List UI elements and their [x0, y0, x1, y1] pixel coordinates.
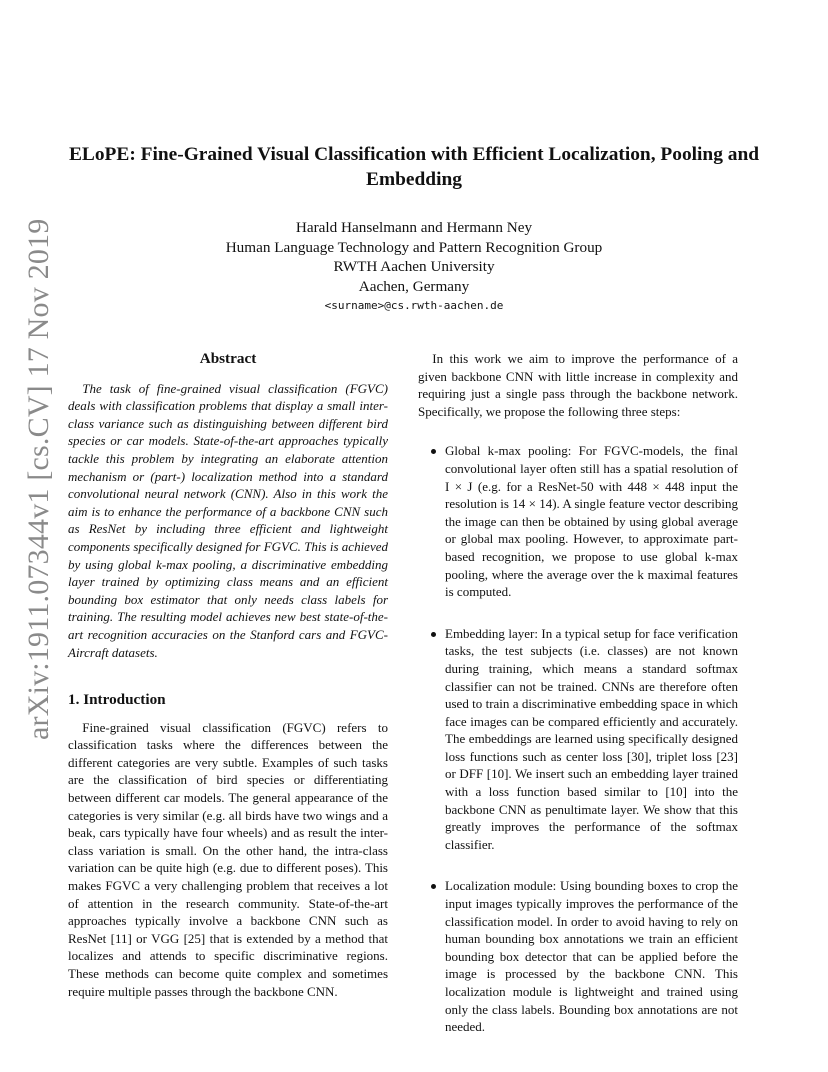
author-names: Harald Hanselmann and Hermann Ney [295, 219, 533, 236]
right-column [418, 350, 738, 1060]
contributions-list [418, 442, 738, 1035]
contributions-intro-paragraph: In this work we aim to improve the performance of a given backbone CNN with little increase in complexity and requiring just a single pass through the backbone network. Specifically, we propose the following three steps: [418, 351, 738, 419]
author-location: Aachen, Germany [358, 277, 470, 295]
contribution-item-localization-module [418, 877, 738, 1035]
contribution-text: Localization module: Using bounding boxes to crop the input images typically improves the performance of the classification model. In order to avoid having to rely on human bounding box annotations we train an efficient bounding box detector that can be applied before the image is processed by the backbone CNN. This localization module is lightweight and trained using only the class labels. Bounding box annotations are not needed. [445, 878, 738, 1035]
paper-title: ELoPE: Fine-Grained Visual Classification with Efficient Localization, Pooling and Embedding [69, 144, 760, 190]
bullet-icon [431, 884, 436, 889]
author-affiliation: Human Language Technology and Pattern Recognition Group [225, 238, 603, 256]
introduction-heading: 1. Introduction [68, 691, 166, 709]
author-university: RWTH Aachen University [333, 258, 495, 275]
author-email: <surname>@cs.rwth-aachen.de [324, 299, 504, 312]
author-block [0, 218, 828, 316]
bullet-icon [431, 632, 436, 637]
contribution-text: Global k-max pooling: For FGVC-models, the final convolutional layer often still has a spatial resolution of I × J (e.g. for a ResNet-50 with 448 × 448 input the resolution is 14 × 14). A single feature vector describing the image can then be obtained by using global average or global max pooling. However, to approximate part-based recognition, we propose to use global k-max pooling, where the average over the k maximal features is computed. [445, 443, 738, 600]
arxiv-identifier-text: arXiv:1911.07344v1 [cs.CV] 17 Nov 2019 [22, 218, 55, 740]
abstract-heading: Abstract [199, 350, 257, 367]
contribution-text: Embedding layer: In a typical setup for face verification tasks, the test subjects (i.e. classes) are not known during training, which means a standard softmax classifier can not be trained. CNNs are therefore often used to train a discriminative embedding space in which face images can be compared efficiently and accurately. The embeddings are learned using specifically designed loss functions such as center loss [30], triplet loss [23] or DFF [10]. We insert such an embedding layer trained with a loss function based similar to [10] into the backbone CNN as penultimate layer. We show that this greatly improves the performance of the softmax classifier. [445, 625, 738, 852]
contribution-item-embedding-layer [418, 625, 738, 854]
contribution-item-kmax-pooling [418, 442, 738, 600]
abstract-text: The task of fine-grained visual classification (FGVC) deals with classification problems that display a small inter-class variance such as distinguishing between different bird species or car models. State-of-the-art approaches typically tackle this problem by integrating an elaborate attention mechanism or (part-) localization method into a standard convolutional neural network (CNN). Also in this work the aim is to enhance the performance of a backbone CNN such as ResNet by including three efficient and lightweight components specifically designed for FGVC. This is achieved by using global k-max pooling, a discriminative embedding layer trained by optimizing class means and an efficient bounding box estimator that only needs class labels for training. The resulting model achieves new best state-of-the-art recognition accuracies on the Stanford cars and FGVC-Aircraft datasets. [68, 380, 388, 660]
bullet-icon [431, 449, 436, 454]
introduction-paragraph: Fine-grained visual classification (FGVC) refers to classification tasks where the differences between the different categories are very subtle. Examples of such tasks are the classification of bird species or differentiating between different car models. The general appearance of the categories is very similar (e.g. all birds have two wings and a beak, cars typically have four wheels) and as result the inter-class variation is small. On the other hand, the intra-class variation can be quite high (e.g. due to different poses). This makes FGVC a very challenging problem that receives a lot of attention in the research community. State-of-the-art approaches typically involve a backbone CNN such as ResNet [11] or VGG [25] that is extended by a method that localizes and attends to specific discriminative regions. These methods can become quite complex and sometimes require multiple passes through the backbone CNN. [68, 719, 388, 999]
left-column [68, 350, 388, 1000]
paper-header [0, 142, 828, 316]
